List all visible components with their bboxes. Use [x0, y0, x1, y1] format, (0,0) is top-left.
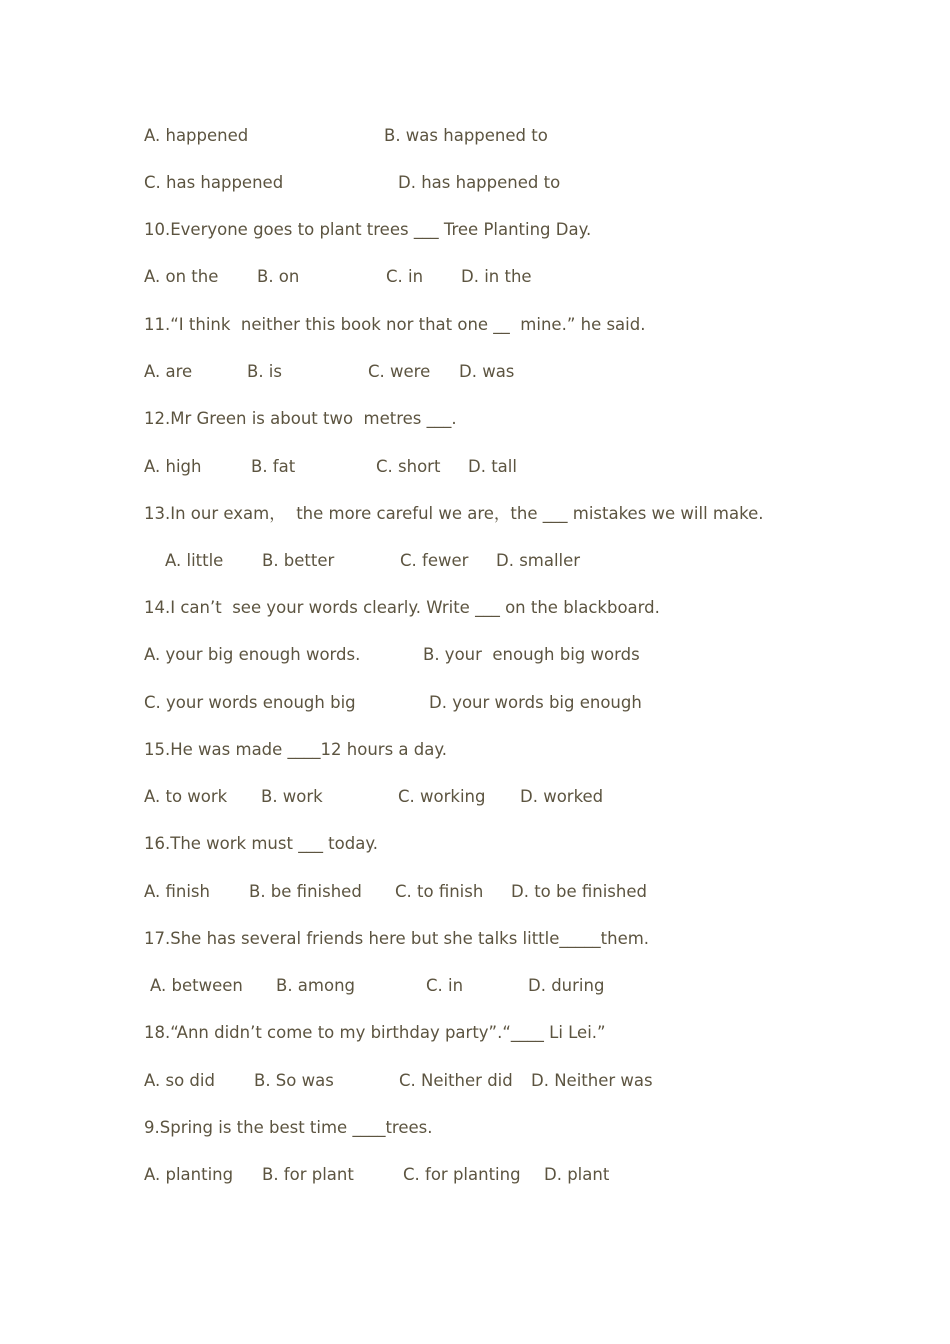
option-a: A. between: [150, 976, 243, 995]
question-text: 9.Spring is the best time ____trees.: [144, 1118, 433, 1137]
option-a: A. finish: [144, 882, 210, 901]
option-b: B. So was: [254, 1071, 334, 1090]
option-d: D. tall: [468, 457, 517, 476]
question-text: 11.“I think neither this book nor that one __ mine.” he said.: [144, 315, 646, 334]
option-a: A. high: [144, 457, 202, 476]
option-a: A. to work: [144, 787, 228, 806]
option-c: C. short: [376, 457, 441, 476]
option-c: C. for planting: [403, 1165, 521, 1184]
question-text: 15.He was made ____12 hours a day.: [144, 740, 448, 759]
option-d: D. plant: [544, 1165, 610, 1184]
option-b: B. for plant: [262, 1165, 354, 1184]
option-a: A. happened: [144, 126, 249, 145]
option-b: B. on: [257, 267, 300, 286]
option-c: C. your words enough big: [144, 693, 356, 712]
question-text: 13.In our exam， the more careful we are，the ___ mistakes we will make.: [144, 504, 764, 523]
option-d: D. your words big enough: [429, 693, 642, 712]
option-b: B. your enough big words: [423, 645, 640, 664]
option-d: D. during: [528, 976, 605, 995]
option-b: B. work: [261, 787, 323, 806]
option-a: A. so did: [144, 1071, 215, 1090]
option-b: B. is: [247, 362, 282, 381]
option-a: A. on the: [144, 267, 219, 286]
option-a: A. planting: [144, 1165, 234, 1184]
option-c: C. to finish: [395, 882, 484, 901]
question-text: 17.She has several friends here but she talks little_____them.: [144, 929, 650, 948]
option-d: D. smaller: [496, 551, 581, 570]
question-text: 10.Everyone goes to plant trees ___ Tree Planting Day.: [144, 220, 592, 239]
option-d: D. Neither was: [531, 1071, 653, 1090]
option-b: B. among: [276, 976, 356, 995]
option-c: C. Neither did: [399, 1071, 513, 1090]
option-b: B. better: [262, 551, 335, 570]
question-text: 14.I can’t see your words clearly. Write ___ on the blackboard.: [144, 598, 660, 617]
question-text: 16.The work must ___ today.: [144, 834, 378, 853]
option-c: C. in: [426, 976, 464, 995]
option-a: A. are: [144, 362, 193, 381]
option-c: C. fewer: [400, 551, 469, 570]
option-a: A. your big enough words.: [144, 645, 361, 664]
option-c: C. has happened: [144, 173, 284, 192]
option-d: D. to be finished: [511, 882, 647, 901]
question-text: 12.Mr Green is about two metres ___.: [144, 409, 457, 428]
question-text: 18.“Ann didn’t come to my birthday party”.“____ Li Lei.”: [144, 1023, 606, 1042]
option-a: A. little: [165, 551, 224, 570]
option-b: B. be finished: [249, 882, 362, 901]
option-d: D. in the: [461, 267, 532, 286]
option-d: D. worked: [520, 787, 604, 806]
option-b: B. was happened to: [384, 126, 548, 145]
option-d: D. was: [459, 362, 515, 381]
option-b: B. fat: [251, 457, 296, 476]
option-d: D. has happened to: [398, 173, 561, 192]
option-c: C. working: [398, 787, 486, 806]
option-c: C. in: [386, 267, 424, 286]
option-c: C. were: [368, 362, 431, 381]
